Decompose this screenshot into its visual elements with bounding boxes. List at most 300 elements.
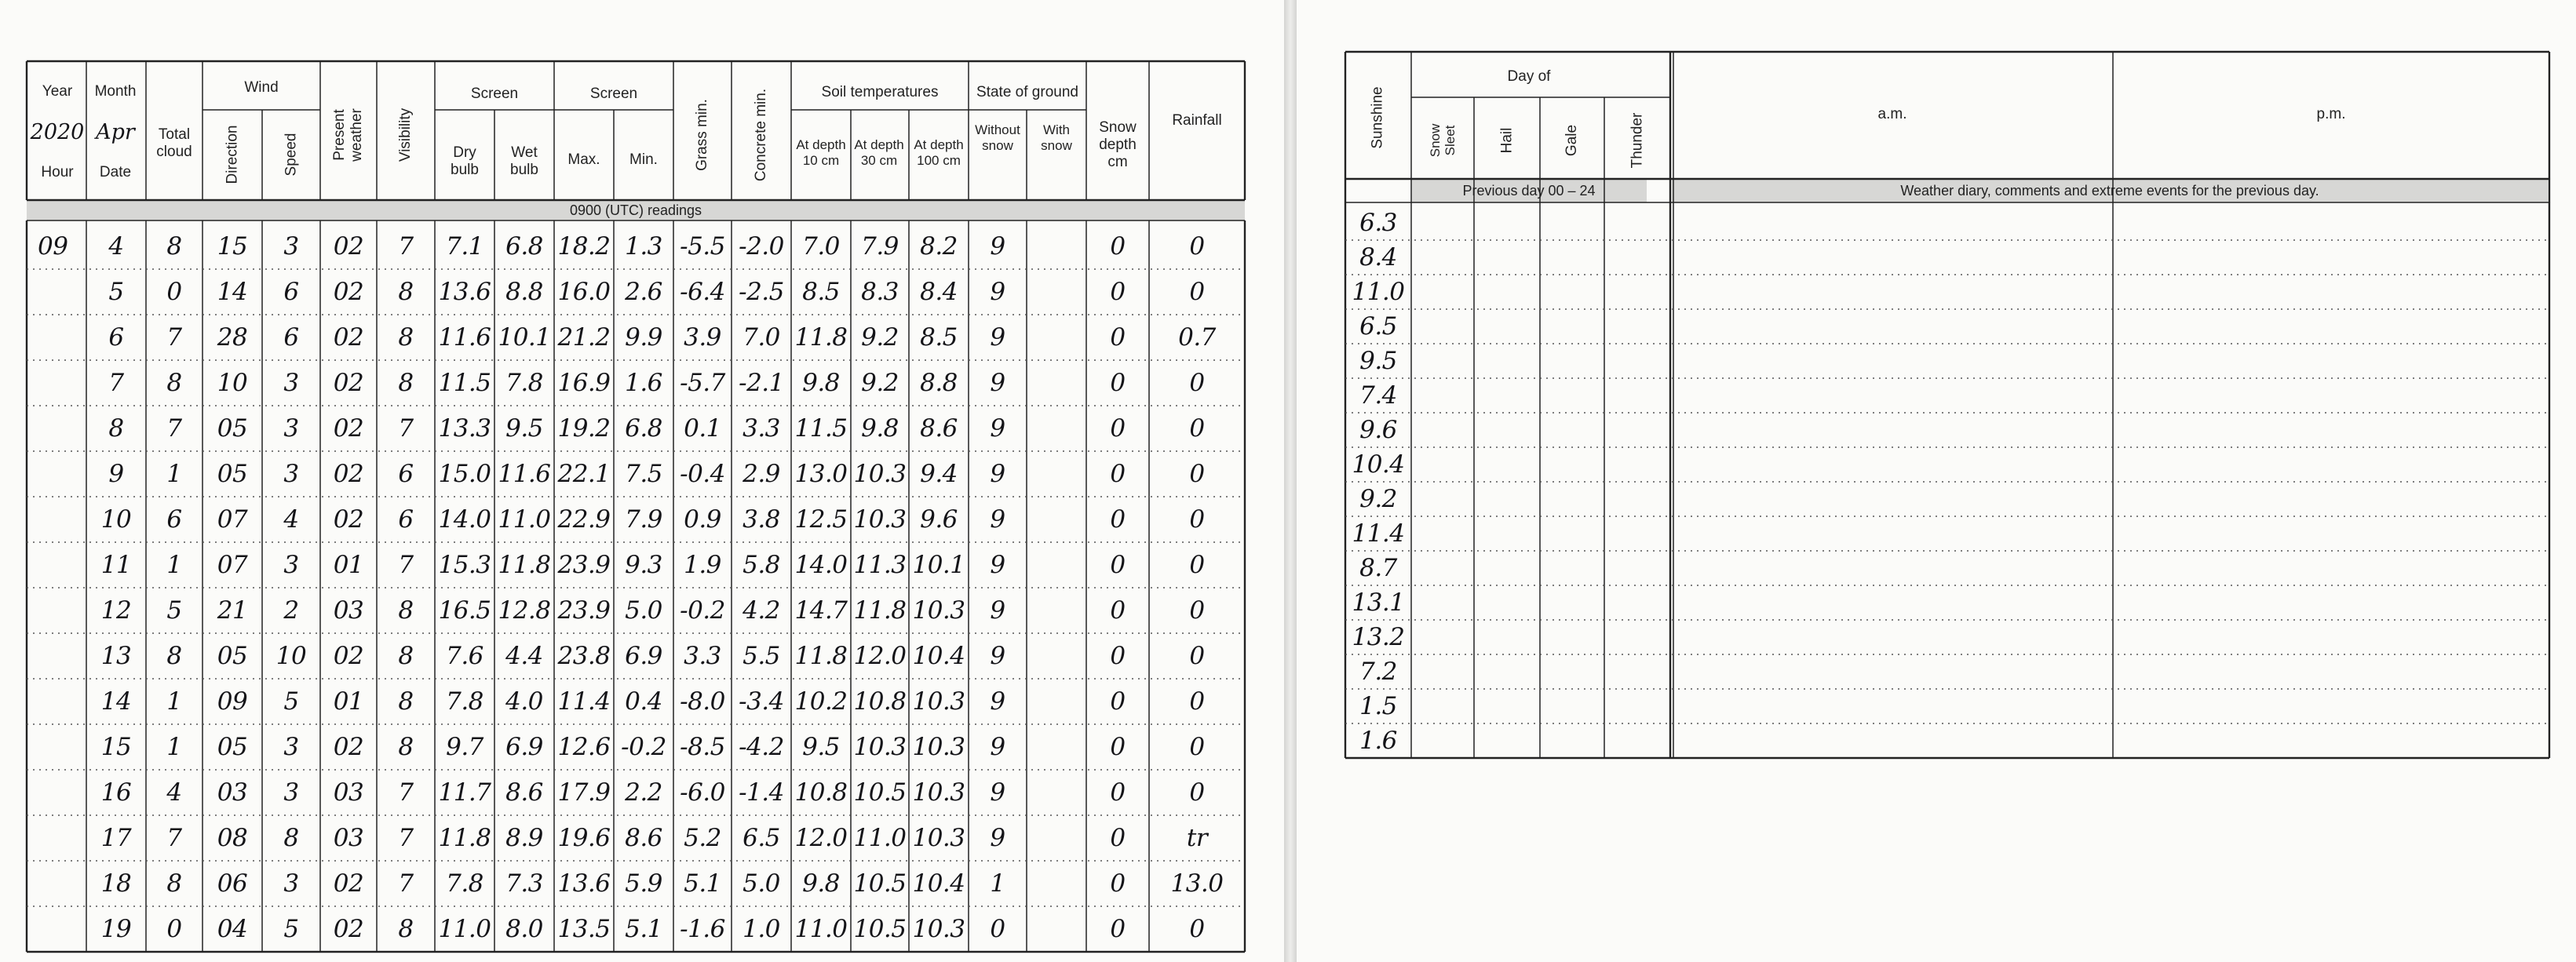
concrete-min-cell: 3.3: [743, 414, 780, 443]
soil-30cm-cell: 10.3: [853, 733, 907, 761]
soil-30cm-cell: 12.0: [853, 642, 907, 670]
visibility-cell: 7: [398, 551, 414, 579]
header-present-weather: Present weather: [331, 108, 365, 162]
min-temp-cell: 9.3: [625, 551, 662, 579]
wind-direction-cell: 07: [217, 505, 248, 534]
max-temp-cell: 22.9: [557, 505, 611, 534]
snow-depth-cell: 0: [1110, 869, 1126, 898]
dry-bulb-cell: 11.5: [438, 369, 491, 397]
header-soil-30: At depth 30 cm: [854, 137, 904, 168]
soil-10cm-cell: 11.8: [794, 323, 848, 352]
wind-speed-cell: 3: [283, 414, 299, 443]
wet-bulb-cell: 11.6: [498, 460, 551, 488]
max-temp-cell: 23.8: [557, 642, 611, 670]
header-dry-bulb: Dry bulb: [451, 144, 479, 178]
total-cloud-cell: 8: [166, 869, 182, 898]
header-grass-min: Grass min.: [694, 99, 711, 171]
header-with-snow: With snow: [1041, 122, 1072, 153]
grass-min-cell: -6.0: [680, 778, 725, 807]
present-weather-cell: 02: [333, 369, 364, 397]
header-soil-10: At depth 10 cm: [796, 137, 846, 168]
max-temp-cell: 13.6: [557, 869, 611, 898]
soil-30cm-cell: 10.5: [853, 915, 907, 943]
soil-30cm-cell: 11.0: [853, 824, 907, 852]
ground-without-snow-cell: 9: [990, 323, 1005, 352]
concrete-min-cell: 5.8: [743, 551, 780, 579]
snow-depth-cell: 0: [1110, 505, 1126, 534]
sunshine-cell: 8.4: [1359, 243, 1397, 271]
snow-depth-cell: 0: [1110, 414, 1126, 443]
header-without-snow: Without snow: [975, 122, 1020, 153]
dry-bulb-cell: 11.6: [438, 323, 491, 352]
ground-without-snow-cell: 9: [990, 778, 1005, 807]
date-cell: 8: [108, 414, 124, 443]
visibility-cell: 8: [398, 642, 414, 670]
max-temp-cell: 23.9: [557, 551, 611, 579]
date-cell: 7: [108, 369, 124, 397]
soil-100cm-cell: 10.3: [912, 733, 965, 761]
ground-without-snow-cell: 9: [990, 642, 1005, 670]
soil-100cm-cell: 10.3: [912, 596, 965, 625]
ground-without-snow-cell: 9: [990, 551, 1005, 579]
wet-bulb-cell: 8.8: [505, 278, 543, 306]
min-temp-cell: 6.9: [625, 642, 662, 670]
wet-bulb-cell: 6.9: [505, 733, 543, 761]
total-cloud-cell: 7: [166, 414, 182, 443]
rainfall-cell: 0.7: [1178, 323, 1216, 352]
sunshine-cell: 6.3: [1359, 209, 1397, 237]
concrete-min-cell: 5.5: [743, 642, 780, 670]
visibility-cell: 7: [398, 232, 414, 261]
min-temp-cell: 6.8: [625, 414, 662, 443]
soil-30cm-cell: 9.2: [861, 323, 899, 352]
rainfall-cell: 0: [1189, 778, 1205, 807]
visibility-cell: 8: [398, 278, 414, 306]
soil-30cm-cell: 10.3: [853, 505, 907, 534]
concrete-min-cell: -3.4: [739, 687, 784, 716]
visibility-cell: 7: [398, 778, 414, 807]
present-weather-cell: 02: [333, 642, 364, 670]
soil-10cm-cell: 8.5: [802, 278, 840, 306]
present-weather-cell: 02: [333, 278, 364, 306]
visibility-cell: 8: [398, 596, 414, 625]
present-weather-cell: 01: [333, 687, 364, 716]
total-cloud-cell: 8: [166, 369, 182, 397]
snow-depth-cell: 0: [1110, 915, 1126, 943]
total-cloud-cell: 0: [166, 915, 182, 943]
total-cloud-cell: 8: [166, 642, 182, 670]
soil-100cm-cell: 10.3: [912, 687, 965, 716]
snow-depth-cell: 0: [1110, 778, 1126, 807]
sunshine-cell: 9.2: [1359, 485, 1397, 513]
hour-cell: 09: [38, 232, 68, 261]
soil-10cm-cell: 10.8: [794, 778, 848, 807]
min-temp-cell: 7.9: [625, 505, 662, 534]
total-cloud-cell: 7: [166, 323, 182, 352]
grass-min-cell: -5.5: [680, 232, 725, 261]
ground-without-snow-cell: 9: [990, 733, 1005, 761]
min-temp-cell: 1.6: [625, 369, 662, 397]
snow-depth-cell: 0: [1110, 278, 1126, 306]
concrete-min-cell: -2.5: [739, 278, 784, 306]
grass-min-cell: 3.9: [684, 323, 721, 352]
rainfall-cell: 0: [1189, 915, 1205, 943]
soil-10cm-cell: 11.0: [794, 915, 848, 943]
sunshine-cell: 8.7: [1359, 554, 1397, 582]
wet-bulb-cell: 9.5: [505, 414, 543, 443]
header-gale: Gale: [1563, 124, 1580, 157]
wind-speed-cell: 6: [283, 323, 299, 352]
header-hour: Hour: [41, 164, 74, 180]
soil-100cm-cell: 8.6: [920, 414, 958, 443]
total-cloud-cell: 1: [166, 733, 182, 761]
sunshine-cell: 11.0: [1352, 278, 1405, 306]
visibility-cell: 6: [398, 505, 414, 534]
sunshine-cell: 1.6: [1359, 727, 1397, 755]
rainfall-cell: 0: [1189, 460, 1205, 488]
present-weather-cell: 02: [333, 733, 364, 761]
dry-bulb-cell: 9.7: [446, 733, 483, 761]
min-temp-cell: 1.3: [625, 232, 662, 261]
max-temp-cell: 16.0: [557, 278, 611, 306]
grass-min-cell: 0.9: [684, 505, 721, 534]
concrete-min-cell: -1.4: [739, 778, 784, 807]
wind-direction-cell: 05: [217, 733, 248, 761]
present-weather-cell: 03: [333, 778, 364, 807]
header-hail: Hail: [1498, 127, 1515, 154]
soil-100cm-cell: 8.5: [920, 323, 958, 352]
header-rainfall: Rainfall: [1172, 112, 1222, 129]
header-concrete-min: Concrete min.: [753, 88, 769, 182]
wind-direction-cell: 09: [217, 687, 248, 716]
wind-direction-cell: 15: [217, 232, 248, 261]
date-cell: 6: [108, 323, 124, 352]
dry-bulb-cell: 14.0: [438, 505, 491, 534]
header-min: Min.: [629, 151, 658, 168]
snow-depth-cell: 0: [1110, 369, 1126, 397]
visibility-cell: 6: [398, 460, 414, 488]
present-weather-cell: 02: [333, 414, 364, 443]
sunshine-cell: 9.6: [1359, 416, 1397, 444]
wind-direction-cell: 04: [217, 915, 248, 943]
grass-min-cell: -0.4: [680, 460, 725, 488]
header-direction: Direction: [223, 125, 240, 184]
wind-direction-cell: 05: [217, 414, 248, 443]
wind-speed-cell: 3: [283, 460, 299, 488]
soil-10cm-cell: 9.8: [802, 869, 840, 898]
soil-100cm-cell: 8.2: [920, 232, 958, 261]
header-month: Month: [94, 83, 137, 100]
rainfall-cell: 0: [1189, 687, 1205, 716]
soil-30cm-cell: 10.5: [853, 778, 907, 807]
wet-bulb-cell: 4.4: [505, 642, 543, 670]
rainfall-cell: 0: [1189, 414, 1205, 443]
ground-without-snow-cell: 9: [990, 505, 1005, 534]
wet-bulb-cell: 8.6: [505, 778, 543, 807]
wind-speed-cell: 3: [283, 869, 299, 898]
grass-min-cell: 5.1: [684, 869, 721, 898]
wind-direction-cell: 05: [217, 642, 248, 670]
present-weather-cell: 02: [333, 232, 364, 261]
header-pm: p.m.: [2316, 106, 2346, 122]
max-temp-cell: 13.5: [557, 915, 611, 943]
present-weather-cell: 02: [333, 505, 364, 534]
soil-10cm-cell: 7.0: [802, 232, 840, 261]
wind-direction-cell: 03: [217, 778, 248, 807]
grass-min-cell: 5.2: [684, 824, 721, 852]
ground-without-snow-cell: 9: [990, 278, 1005, 306]
visibility-cell: 8: [398, 733, 414, 761]
wind-speed-cell: 6: [283, 278, 299, 306]
header-thunder: Thunder: [1629, 112, 1645, 169]
header-total-cloud: Total cloud: [156, 126, 192, 160]
page-gutter: [1284, 0, 1297, 962]
wind-speed-cell: 3: [283, 778, 299, 807]
soil-30cm-cell: 7.9: [861, 232, 899, 261]
visibility-cell: 8: [398, 687, 414, 716]
ground-without-snow-cell: 9: [990, 824, 1005, 852]
max-temp-cell: 23.9: [557, 596, 611, 625]
grass-min-cell: -1.6: [680, 915, 725, 943]
date-cell: 4: [108, 232, 124, 261]
min-temp-cell: 2.2: [625, 778, 662, 807]
wind-direction-cell: 07: [217, 551, 248, 579]
total-cloud-cell: 5: [166, 596, 182, 625]
total-cloud-cell: 6: [166, 505, 182, 534]
date-cell: 9: [108, 460, 124, 488]
wet-bulb-cell: 7.3: [505, 869, 543, 898]
header-max: Max.: [567, 151, 600, 168]
ground-without-snow-cell: 9: [990, 460, 1005, 488]
grass-min-cell: -8.5: [680, 733, 725, 761]
visibility-cell: 7: [398, 414, 414, 443]
grass-min-cell: 1.9: [684, 551, 721, 579]
soil-10cm-cell: 12.5: [794, 505, 848, 534]
soil-30cm-cell: 9.2: [861, 369, 899, 397]
present-weather-cell: 02: [333, 323, 364, 352]
total-cloud-cell: 8: [166, 232, 182, 261]
sunshine-cell: 7.2: [1359, 658, 1397, 686]
wet-bulb-cell: 8.9: [505, 824, 543, 852]
snow-depth-cell: 0: [1110, 687, 1126, 716]
soil-10cm-cell: 10.2: [794, 687, 848, 716]
right-page: [1297, 0, 2576, 962]
sunshine-cell: 1.5: [1359, 692, 1397, 720]
snow-depth-cell: 0: [1110, 551, 1126, 579]
concrete-min-cell: -4.2: [739, 733, 784, 761]
present-weather-cell: 02: [333, 915, 364, 943]
visibility-cell: 8: [398, 915, 414, 943]
concrete-min-cell: 5.0: [743, 869, 780, 898]
concrete-min-cell: -2.0: [739, 232, 784, 261]
header-wet-bulb: Wet bulb: [510, 144, 538, 178]
sunshine-cell: 6.5: [1359, 312, 1397, 341]
soil-10cm-cell: 14.7: [794, 596, 848, 625]
dry-bulb-cell: 11.8: [438, 824, 491, 852]
wet-bulb-cell: 11.8: [498, 551, 551, 579]
date-cell: 11: [100, 551, 132, 579]
min-temp-cell: 8.6: [625, 824, 662, 852]
visibility-cell: 8: [398, 369, 414, 397]
soil-10cm-cell: 9.5: [802, 733, 840, 761]
soil-30cm-cell: 9.8: [861, 414, 899, 443]
min-temp-cell: 5.1: [625, 915, 662, 943]
min-temp-cell: 9.9: [625, 323, 662, 352]
previous-day-label: Previous day 00 – 24: [1462, 183, 1596, 199]
wind-direction-cell: 08: [217, 824, 248, 852]
min-temp-cell: 7.5: [625, 460, 662, 488]
wet-bulb-cell: 4.0: [505, 687, 543, 716]
header-speed: Speed: [282, 133, 299, 177]
sunshine-cell: 11.4: [1352, 519, 1405, 548]
snow-depth-cell: 0: [1110, 733, 1126, 761]
soil-100cm-cell: 10.3: [912, 915, 965, 943]
min-temp-cell: -0.2: [621, 733, 666, 761]
wind-speed-cell: 2: [283, 596, 299, 625]
wind-speed-cell: 3: [283, 232, 299, 261]
soil-10cm-cell: 11.5: [794, 414, 848, 443]
wet-bulb-cell: 6.8: [505, 232, 543, 261]
max-temp-cell: 17.9: [557, 778, 611, 807]
soil-100cm-cell: 10.1: [912, 551, 965, 579]
rainfall-cell: 0: [1189, 232, 1205, 261]
concrete-min-cell: 7.0: [743, 323, 780, 352]
dry-bulb-cell: 13.3: [438, 414, 491, 443]
max-temp-cell: 18.2: [557, 232, 611, 261]
grass-min-cell: -6.4: [680, 278, 725, 306]
header-year: Year: [42, 83, 73, 100]
soil-30cm-cell: 8.3: [861, 278, 899, 306]
wet-bulb-cell: 12.8: [498, 596, 551, 625]
max-temp-cell: 19.2: [557, 414, 611, 443]
total-cloud-cell: 1: [166, 460, 182, 488]
concrete-min-cell: 1.0: [743, 915, 780, 943]
wind-direction-cell: 05: [217, 460, 248, 488]
wind-speed-cell: 5: [283, 687, 299, 716]
date-cell: 13: [100, 642, 132, 670]
dry-bulb-cell: 11.7: [438, 778, 491, 807]
ground-without-snow-cell: 9: [990, 414, 1005, 443]
ground-without-snow-cell: 9: [990, 369, 1005, 397]
header-snow-sleet: Snow Sleet: [1428, 123, 1458, 158]
handwritten-year: 2020: [30, 119, 85, 144]
max-temp-cell: 16.9: [557, 369, 611, 397]
diary-band-label: Weather diary, comments and extreme events for the previous day.: [1900, 183, 2319, 199]
visibility-cell: 8: [398, 323, 414, 352]
header-am: a.m.: [1877, 106, 1907, 122]
min-temp-cell: 0.4: [625, 687, 662, 716]
dry-bulb-cell: 7.1: [446, 232, 483, 261]
date-cell: 17: [100, 824, 132, 852]
visibility-cell: 7: [398, 869, 414, 898]
header-screen-2: Screen: [589, 86, 638, 102]
rainfall-cell: 0: [1189, 278, 1205, 306]
total-cloud-cell: 1: [166, 687, 182, 716]
wind-speed-cell: 8: [283, 824, 299, 852]
left-page: [0, 0, 1284, 962]
wet-bulb-cell: 11.0: [498, 505, 551, 534]
concrete-min-cell: 2.9: [743, 460, 780, 488]
header-sunshine: Sunshine: [1369, 86, 1386, 149]
grass-min-cell: -8.0: [680, 687, 725, 716]
rainfall-cell: 0: [1189, 505, 1205, 534]
snow-depth-cell: 0: [1110, 323, 1126, 352]
snow-depth-cell: 0: [1110, 824, 1126, 852]
soil-10cm-cell: 9.8: [802, 369, 840, 397]
ground-without-snow-cell: 9: [990, 596, 1005, 625]
rainfall-cell: 0: [1189, 642, 1205, 670]
sunshine-cell: 10.4: [1352, 450, 1405, 479]
wind-speed-cell: 10: [275, 642, 307, 670]
soil-100cm-cell: 10.3: [912, 824, 965, 852]
sunshine-cell: 13.1: [1352, 588, 1405, 617]
soil-30cm-cell: 10.5: [853, 869, 907, 898]
concrete-min-cell: 6.5: [743, 824, 780, 852]
rainfall-cell: 0: [1189, 369, 1205, 397]
wind-direction-cell: 28: [217, 323, 248, 352]
concrete-min-cell: -2.1: [739, 369, 784, 397]
dry-bulb-cell: 7.8: [446, 687, 483, 716]
total-cloud-cell: 7: [166, 824, 182, 852]
rainfall-cell: 0: [1189, 596, 1205, 625]
dry-bulb-cell: 7.6: [446, 642, 483, 670]
header-date: Date: [99, 164, 132, 180]
header-visibility: Visibility: [397, 107, 414, 162]
date-cell: 14: [100, 687, 132, 716]
date-cell: 12: [100, 596, 132, 625]
max-temp-cell: 21.2: [557, 323, 611, 352]
max-temp-cell: 12.6: [557, 733, 611, 761]
max-temp-cell: 19.6: [557, 824, 611, 852]
ground-without-snow-cell: 9: [990, 687, 1005, 716]
total-cloud-cell: 1: [166, 551, 182, 579]
rainfall-cell: 0: [1189, 551, 1205, 579]
dry-bulb-cell: 15.0: [438, 460, 491, 488]
wet-bulb-cell: 10.1: [498, 323, 551, 352]
dry-bulb-cell: 11.0: [438, 915, 491, 943]
max-temp-cell: 11.4: [557, 687, 611, 716]
header-screen-1: Screen: [470, 86, 519, 102]
soil-100cm-cell: 10.4: [912, 642, 965, 670]
date-cell: 15: [100, 733, 132, 761]
wind-direction-cell: 10: [217, 369, 248, 397]
snow-depth-cell: 0: [1110, 232, 1126, 261]
dry-bulb-cell: 16.5: [438, 596, 491, 625]
sunshine-cell: 9.5: [1359, 347, 1397, 375]
dry-bulb-cell: 15.3: [438, 551, 491, 579]
snow-depth-cell: 0: [1110, 596, 1126, 625]
rainfall-cell: 0: [1189, 733, 1205, 761]
soil-10cm-cell: 12.0: [794, 824, 848, 852]
rainfall-cell: 13.0: [1170, 869, 1224, 898]
wind-direction-cell: 14: [217, 278, 248, 306]
date-cell: 10: [100, 505, 132, 534]
soil-30cm-cell: 11.8: [853, 596, 907, 625]
date-cell: 19: [100, 915, 132, 943]
soil-30cm-cell: 10.3: [853, 460, 907, 488]
date-cell: 16: [100, 778, 132, 807]
present-weather-cell: 01: [333, 551, 364, 579]
wind-speed-cell: 3: [283, 733, 299, 761]
soil-10cm-cell: 14.0: [794, 551, 848, 579]
header-state-of-ground: State of ground: [976, 84, 1078, 100]
header-wind: Wind: [244, 79, 279, 96]
readings-band-label: 0900 (UTC) readings: [569, 202, 702, 218]
wind-speed-cell: 4: [283, 505, 299, 534]
wind-direction-cell: 06: [217, 869, 248, 898]
sunshine-cell: 13.2: [1352, 623, 1405, 651]
present-weather-cell: 02: [333, 460, 364, 488]
